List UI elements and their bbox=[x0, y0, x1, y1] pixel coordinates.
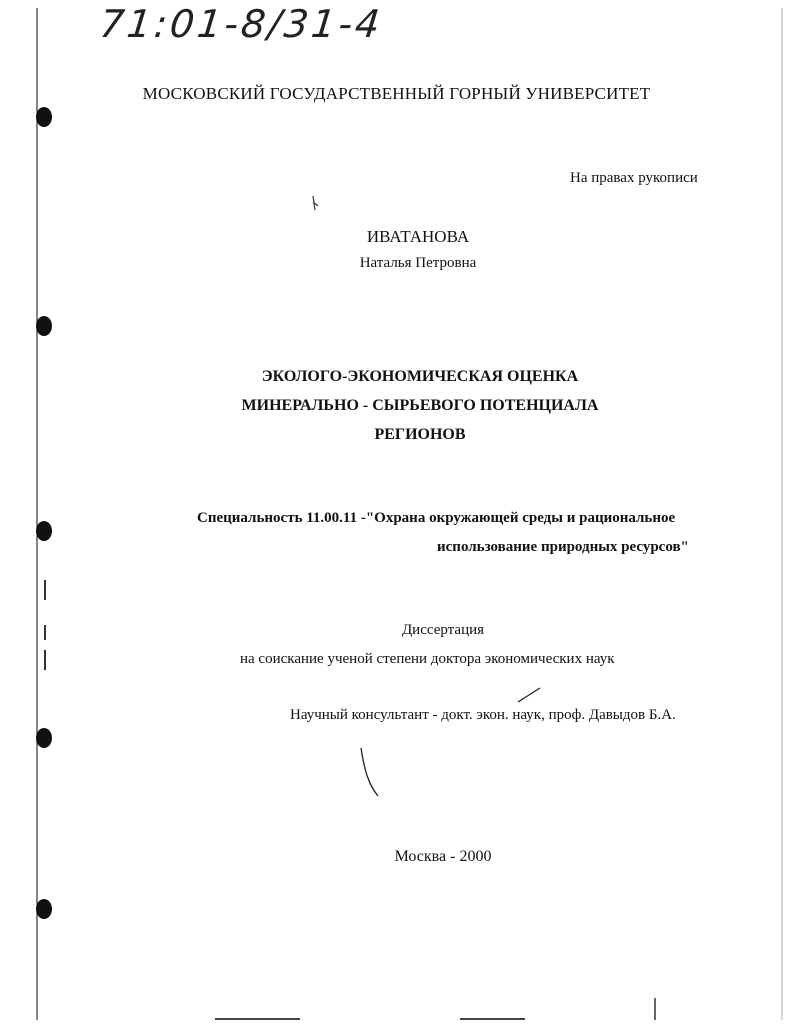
thesis-title-line-3: РЕГИОНОВ bbox=[374, 426, 466, 443]
university-name: МОСКОВСКИЙ ГОСУДАРСТВЕННЫЙ ГОРНЫЙ УНИВЕРСИТЕТ bbox=[142, 84, 651, 103]
specialty-line-1: Специальность 11.00.11 -"Охрана окружающей среды и рациональное bbox=[197, 510, 676, 526]
author-surname: ИВАТАНОВА bbox=[366, 227, 470, 246]
thesis-title-line-2: МИНЕРАЛЬНО - СЫРЬЕВОГО ПОТЕНЦИАЛА bbox=[241, 397, 599, 414]
degree-line: на соискание ученой степени доктора экономических наук bbox=[240, 651, 615, 667]
city-year: Москва - 2000 bbox=[394, 848, 492, 865]
pen-stroke bbox=[361, 748, 378, 796]
punch-hole bbox=[36, 107, 52, 127]
pen-mark bbox=[313, 196, 318, 210]
thesis-title-line-1: ЭКОЛОГО-ЭКОНОМИЧЕСКАЯ ОЦЕНКА bbox=[261, 368, 579, 385]
punch-hole bbox=[36, 899, 52, 919]
pen-stroke bbox=[518, 688, 540, 702]
work-type: Диссертация bbox=[401, 622, 485, 638]
punch-hole bbox=[36, 316, 52, 336]
punch-hole bbox=[36, 728, 52, 748]
manuscript-rights: На правах рукописи bbox=[570, 170, 698, 186]
punch-hole bbox=[36, 521, 52, 541]
catalog-number: 71:01-8/31-4 bbox=[97, 2, 385, 46]
specialty-line-2: использование природных ресурсов" bbox=[437, 539, 689, 555]
scientific-consultant: Научный консультант - докт. экон. наук, проф. Давыдов Б.А. bbox=[290, 707, 676, 723]
author-given-names: Наталья Петровна bbox=[359, 255, 477, 271]
